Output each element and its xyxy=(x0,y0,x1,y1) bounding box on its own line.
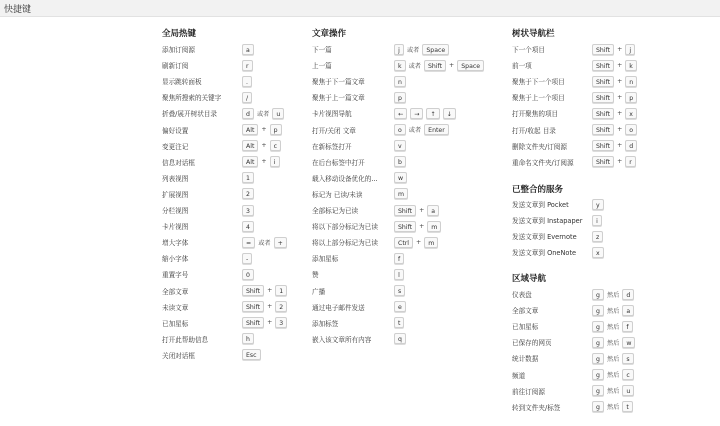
shortcut-keys xyxy=(242,219,254,233)
shortcut-label: 频道 xyxy=(512,371,526,380)
shortcut-keys xyxy=(242,106,284,120)
shortcut-row xyxy=(312,219,494,233)
shortcut-label: 在后台标签中打开 xyxy=(312,158,365,167)
key-cap: a xyxy=(427,205,439,216)
key-separator: + xyxy=(261,158,267,166)
key-cap: Shift xyxy=(424,60,446,71)
shortcut-label: 打开此帮助信息 xyxy=(162,335,209,344)
key-separator: + xyxy=(416,238,422,246)
key-cap: d xyxy=(622,289,634,300)
shortcut-label: 前一项 xyxy=(512,62,532,71)
shortcut-row xyxy=(512,106,692,120)
shortcut-row xyxy=(512,155,692,169)
key-cap: t xyxy=(394,317,404,328)
shortcut-row xyxy=(312,42,494,56)
key-cap: Shift xyxy=(394,221,416,232)
key-separator: + xyxy=(267,287,273,294)
shortcut-label: 已加星标 xyxy=(512,323,539,332)
key-cap: 2 xyxy=(275,301,287,312)
key-separator: + xyxy=(617,126,623,133)
shortcut-keys xyxy=(394,316,404,330)
section-title: 全局热键 xyxy=(162,29,197,39)
shortcut-keys xyxy=(242,235,287,249)
key-cap: a xyxy=(242,44,254,55)
shortcut-row xyxy=(512,139,692,153)
key-separator: + xyxy=(267,319,273,327)
shortcut-keys xyxy=(242,42,254,56)
shortcut-row xyxy=(512,213,692,227)
shortcut-keys xyxy=(394,74,406,88)
shortcut-row xyxy=(512,123,692,137)
key-cap: 0 xyxy=(242,269,254,280)
shortcut-row xyxy=(312,139,494,153)
shortcut-keys xyxy=(394,123,449,137)
key-cap: r xyxy=(625,156,636,167)
shortcut-label: 显示跳转面板 xyxy=(162,78,202,87)
shortcut-label: 全部文章 xyxy=(512,307,539,316)
shortcut-keys xyxy=(592,42,635,56)
shortcut-label: 重命名文件夹/订阅源 xyxy=(512,158,574,167)
key-cap: Shift xyxy=(592,44,614,55)
shortcut-keys xyxy=(242,74,252,88)
key-cap: i xyxy=(592,215,602,226)
shortcut-keys xyxy=(592,303,634,317)
shortcut-label: 聚焦于下一个项目 xyxy=(512,78,565,87)
key-separator: 然后 xyxy=(606,372,620,379)
key-separator: 然后 xyxy=(606,291,620,299)
key-cap: ↑ xyxy=(426,108,439,119)
shortcut-keys xyxy=(394,203,439,217)
shortcut-row xyxy=(512,384,692,398)
shortcut-label: 仪表盘 xyxy=(512,291,532,299)
shortcut-keys xyxy=(592,106,637,120)
key-cap: Shift xyxy=(592,156,614,167)
key-cap: Ctrl xyxy=(394,237,413,248)
shortcut-keys xyxy=(394,106,456,120)
shortcut-keys xyxy=(592,384,634,398)
key-cap: e xyxy=(394,301,406,312)
key-separator: 或者 xyxy=(258,239,271,247)
key-separator: 或者 xyxy=(407,46,420,54)
key-cap: f xyxy=(394,253,404,264)
shortcut-keys xyxy=(394,90,406,104)
key-separator: + xyxy=(617,77,623,85)
shortcut-keys xyxy=(242,58,253,72)
key-cap: Shift xyxy=(592,60,614,71)
shortcut-keys xyxy=(242,139,281,153)
shortcut-label: 已保存的网页 xyxy=(512,339,552,348)
shortcut-keys xyxy=(592,351,634,365)
shortcut-row xyxy=(312,300,494,314)
key-cap: p xyxy=(625,92,637,103)
key-cap: g xyxy=(592,353,604,364)
shortcut-label: 刷新订阅 xyxy=(162,62,189,71)
shortcut-label: 增大字体 xyxy=(162,239,189,248)
shortcut-label: 标记为 已读/未读 xyxy=(312,190,363,199)
key-cap: g xyxy=(592,401,604,412)
shortcut-keys xyxy=(394,267,404,281)
shortcut-label: 关闭对话框 xyxy=(162,351,195,360)
shortcut-keys xyxy=(394,155,406,169)
key-cap: + xyxy=(274,237,287,248)
key-cap: j xyxy=(625,44,635,55)
shortcut-label: 转到文件夹/标签 xyxy=(512,403,561,412)
shortcut-keys xyxy=(592,74,637,88)
key-cap: g xyxy=(592,305,604,316)
shortcut-row xyxy=(512,400,692,414)
shortcut-keys xyxy=(242,284,287,298)
key-cap: s xyxy=(394,285,405,296)
shortcut-label: 统计数据 xyxy=(512,355,539,364)
shortcut-row xyxy=(312,155,494,169)
shortcut-label: 发送文章到 Pocket xyxy=(512,201,569,209)
shortcut-row xyxy=(512,368,692,382)
shortcut-keys xyxy=(394,171,407,185)
key-cap: b xyxy=(394,156,406,167)
shortcut-keys xyxy=(394,219,441,233)
shortcut-row xyxy=(312,316,494,330)
key-cap: c xyxy=(622,369,633,380)
shortcut-label: 列表视图 xyxy=(162,174,189,183)
shortcut-keys xyxy=(592,229,603,243)
shortcut-row xyxy=(312,332,494,346)
shortcut-label: 打开聚焦的项目 xyxy=(512,110,559,119)
key-cap: = xyxy=(242,237,255,248)
key-cap: Enter xyxy=(424,124,449,135)
key-cap: - xyxy=(242,253,252,264)
shortcut-label: 下一个项目 xyxy=(512,46,545,54)
shortcut-label: 通过电子邮件发送 xyxy=(312,303,365,312)
shortcut-label: 重置字号 xyxy=(162,271,189,280)
key-cap: g xyxy=(592,289,604,300)
shortcut-row xyxy=(512,42,692,56)
key-cap: . xyxy=(242,76,252,87)
key-cap: p xyxy=(270,124,282,135)
key-cap: x xyxy=(592,247,604,258)
shortcut-label: 聚焦所搜索的关键字 xyxy=(162,94,222,103)
shortcut-label: 前往订阅源 xyxy=(512,387,545,396)
shortcut-label: 发送文章到 Instapaper xyxy=(512,217,583,226)
section-title: 文章操作 xyxy=(312,29,347,39)
key-separator: 然后 xyxy=(606,388,620,396)
shortcut-label: 卡片视图 xyxy=(162,223,189,232)
key-separator: + xyxy=(617,142,623,150)
shortcut-row xyxy=(312,235,494,249)
shortcut-row xyxy=(512,303,692,317)
shortcut-label: 分栏视图 xyxy=(162,207,189,215)
key-separator: + xyxy=(261,126,267,133)
shortcut-label: 未读文章 xyxy=(162,303,189,312)
shortcut-row xyxy=(312,123,494,137)
shortcut-row xyxy=(512,351,692,365)
shortcut-label: 聚焦于下一篇文章 xyxy=(312,78,365,87)
key-separator: + xyxy=(617,93,623,101)
key-cap: / xyxy=(242,92,252,103)
key-cap: → xyxy=(410,108,423,119)
shortcut-keys xyxy=(242,187,254,201)
key-cap: 3 xyxy=(242,205,254,216)
key-cap: m xyxy=(427,221,441,232)
shortcut-label: 添加标签 xyxy=(312,319,339,328)
shortcut-label: 在新标签打开 xyxy=(312,142,352,151)
shortcut-keys xyxy=(592,123,637,137)
key-cap: 1 xyxy=(242,172,254,183)
key-cap: Esc xyxy=(242,349,261,360)
key-separator: 或者 xyxy=(408,127,422,134)
shortcut-label: 缩小字体 xyxy=(162,255,189,264)
shortcut-label: 聚焦于上一个项目 xyxy=(512,94,565,103)
key-cap: Shift xyxy=(242,317,264,328)
shortcut-keys xyxy=(242,348,261,362)
key-cap: n xyxy=(394,76,406,87)
shortcut-keys xyxy=(242,123,282,137)
key-cap: ← xyxy=(394,108,407,119)
key-cap: k xyxy=(625,60,637,71)
key-cap: y xyxy=(592,199,604,210)
key-cap: o xyxy=(625,124,637,135)
shortcut-keys xyxy=(242,90,252,104)
shortcut-keys xyxy=(242,300,287,314)
shortcut-keys xyxy=(242,171,254,185)
shortcut-row xyxy=(312,106,494,120)
key-cap: s xyxy=(622,353,633,364)
shortcut-keys xyxy=(394,139,406,153)
key-cap: h xyxy=(242,333,254,344)
shortcut-label: 删除文件夹/订阅源 xyxy=(512,142,567,151)
key-separator: 或者 xyxy=(408,62,421,70)
key-cap: Shift xyxy=(242,285,264,296)
title-bar xyxy=(0,0,720,17)
key-cap: d xyxy=(625,140,637,151)
shortcut-label: 将以下部分标记为已读 xyxy=(312,223,378,232)
shortcut-row xyxy=(312,90,494,104)
shortcut-keys xyxy=(592,335,635,349)
shortcut-row xyxy=(312,74,494,88)
key-separator: + xyxy=(267,303,273,311)
key-cap: Shift xyxy=(394,205,416,216)
shortcut-label: 发送文章到 OneNote xyxy=(512,249,577,258)
section-title: 已整合的服务 xyxy=(512,185,564,195)
shortcut-label: 赞 xyxy=(312,271,319,280)
key-cap: Space xyxy=(457,60,484,71)
shortcut-label: 变更注记 xyxy=(162,142,189,151)
shortcut-keys xyxy=(592,139,637,153)
key-cap: w xyxy=(394,172,407,183)
shortcut-row xyxy=(512,58,692,72)
shortcut-row xyxy=(312,187,494,201)
key-cap: Shift xyxy=(592,108,614,119)
key-cap: Alt xyxy=(242,140,258,151)
key-cap: g xyxy=(592,369,604,380)
key-cap: p xyxy=(394,92,406,103)
key-cap: Alt xyxy=(242,156,258,167)
shortcut-keys xyxy=(394,332,406,346)
key-cap: Shift xyxy=(592,124,614,135)
key-separator: 然后 xyxy=(606,404,620,412)
key-cap: o xyxy=(394,124,406,135)
shortcut-label: 扩展视图 xyxy=(162,190,189,199)
key-cap: r xyxy=(242,60,253,71)
key-cap: 1 xyxy=(275,285,287,296)
shortcut-row xyxy=(312,203,494,217)
shortcut-keys xyxy=(394,58,484,72)
shortcut-keys xyxy=(394,300,406,314)
key-cap: m xyxy=(424,237,438,248)
key-separator: 然后 xyxy=(606,307,620,315)
shortcut-label: 载入移动设备优化的... xyxy=(312,174,378,183)
key-cap: u xyxy=(622,385,634,396)
shortcut-label: 广播 xyxy=(312,287,326,296)
key-cap: 2 xyxy=(242,188,254,199)
shortcut-keys xyxy=(394,235,438,249)
shortcut-label: 折叠/展开树状目录 xyxy=(162,110,217,119)
shortcut-row xyxy=(312,171,494,185)
shortcut-keys xyxy=(592,155,636,169)
shortcut-row xyxy=(512,287,692,301)
key-cap: Shift xyxy=(592,92,614,103)
shortcut-row xyxy=(512,245,692,259)
key-cap: g xyxy=(592,385,604,396)
key-cap: l xyxy=(394,269,404,280)
key-cap: d xyxy=(242,108,254,119)
shortcut-keys xyxy=(592,90,637,104)
shortcut-keys xyxy=(242,251,252,265)
shortcut-keys xyxy=(592,213,602,227)
key-separator: 然后 xyxy=(606,355,620,363)
key-separator: + xyxy=(617,158,623,166)
shortcut-label: 聚焦于上一篇文章 xyxy=(312,94,365,103)
key-separator: + xyxy=(449,61,455,69)
shortcut-label: 上一篇 xyxy=(312,62,332,71)
shortcut-label: 全部标记为已读 xyxy=(312,207,359,215)
shortcut-keys xyxy=(242,332,254,346)
shortcut-label: 打开/收起 目录 xyxy=(512,126,556,135)
key-separator: + xyxy=(261,142,267,150)
key-cap: f xyxy=(622,321,632,332)
shortcut-row xyxy=(312,284,494,298)
shortcut-label: 打开/关闭 文章 xyxy=(312,126,356,135)
key-cap: ↓ xyxy=(443,108,456,119)
shortcut-label: 偏好设置 xyxy=(162,126,189,135)
key-cap: t xyxy=(622,401,632,412)
shortcut-keys xyxy=(394,187,408,201)
key-cap: w xyxy=(622,337,635,348)
shortcut-row xyxy=(312,251,494,265)
key-cap: g xyxy=(592,337,604,348)
key-cap: Space xyxy=(422,44,449,55)
shortcut-label: 卡片视图导航 xyxy=(312,110,352,119)
key-separator: 然后 xyxy=(606,339,620,347)
window-title: 快捷键 xyxy=(4,5,32,15)
key-separator: + xyxy=(617,61,623,69)
section-title: 区域导航 xyxy=(512,274,547,284)
shortcut-row xyxy=(512,229,692,243)
key-cap: a xyxy=(622,305,634,316)
shortcut-label: 添加订阅源 xyxy=(162,46,195,54)
shortcut-keys xyxy=(592,319,633,333)
shortcut-row xyxy=(512,335,692,349)
section-title: 树状导航栏 xyxy=(512,29,555,39)
key-separator: 或者 xyxy=(256,110,270,118)
key-cap: Shift xyxy=(592,140,614,151)
shortcut-keys xyxy=(242,203,254,217)
shortcut-row xyxy=(162,348,342,362)
shortcut-row xyxy=(312,267,494,281)
key-cap: k xyxy=(394,60,406,71)
shortcut-row xyxy=(312,58,494,72)
key-cap: x xyxy=(625,108,637,119)
shortcut-label: 已加星标 xyxy=(162,319,189,328)
key-cap: g xyxy=(592,321,604,332)
shortcut-label: 信息对话框 xyxy=(162,158,195,167)
key-cap: z xyxy=(592,231,603,242)
key-separator: 然后 xyxy=(606,323,620,331)
shortcut-row xyxy=(512,74,692,88)
key-cap: u xyxy=(272,108,284,119)
shortcut-keys xyxy=(394,251,404,265)
key-cap: 4 xyxy=(242,221,254,232)
shortcut-row xyxy=(512,197,692,211)
shortcut-keys xyxy=(242,267,254,281)
shortcut-keys xyxy=(394,42,449,56)
shortcut-keys xyxy=(592,245,604,259)
key-separator: + xyxy=(419,222,425,230)
key-cap: j xyxy=(394,44,404,55)
key-separator: + xyxy=(617,109,623,117)
key-separator: + xyxy=(617,45,623,53)
shortcut-label: 全部文章 xyxy=(162,287,189,296)
shortcut-keys xyxy=(592,197,604,211)
key-cap: v xyxy=(394,140,406,151)
shortcut-label: 将以上部分标记为已读 xyxy=(312,239,378,248)
key-cap: Shift xyxy=(592,76,614,87)
shortcut-keys xyxy=(242,155,280,169)
shortcut-keys xyxy=(242,316,287,330)
shortcut-label: 下一篇 xyxy=(312,46,332,54)
shortcut-row xyxy=(512,319,692,333)
shortcut-keys xyxy=(592,400,633,414)
shortcut-row xyxy=(512,90,692,104)
shortcut-keys xyxy=(592,368,634,382)
key-cap: q xyxy=(394,333,406,344)
shortcut-keys xyxy=(592,58,637,72)
key-cap: c xyxy=(270,140,281,151)
shortcut-keys xyxy=(592,287,634,301)
key-cap: n xyxy=(625,76,637,87)
key-cap: Alt xyxy=(242,124,258,135)
key-cap: 3 xyxy=(275,317,287,328)
shortcut-label: 发送文章到 Evernote xyxy=(512,233,577,242)
key-cap: Shift xyxy=(242,301,264,312)
shortcut-keys xyxy=(394,284,405,298)
key-cap: i xyxy=(270,156,280,167)
shortcut-label: 添加星标 xyxy=(312,255,339,264)
key-cap: m xyxy=(394,188,408,199)
key-separator: + xyxy=(419,206,425,214)
shortcut-label: 嵌入该文章所有内容 xyxy=(312,335,372,344)
